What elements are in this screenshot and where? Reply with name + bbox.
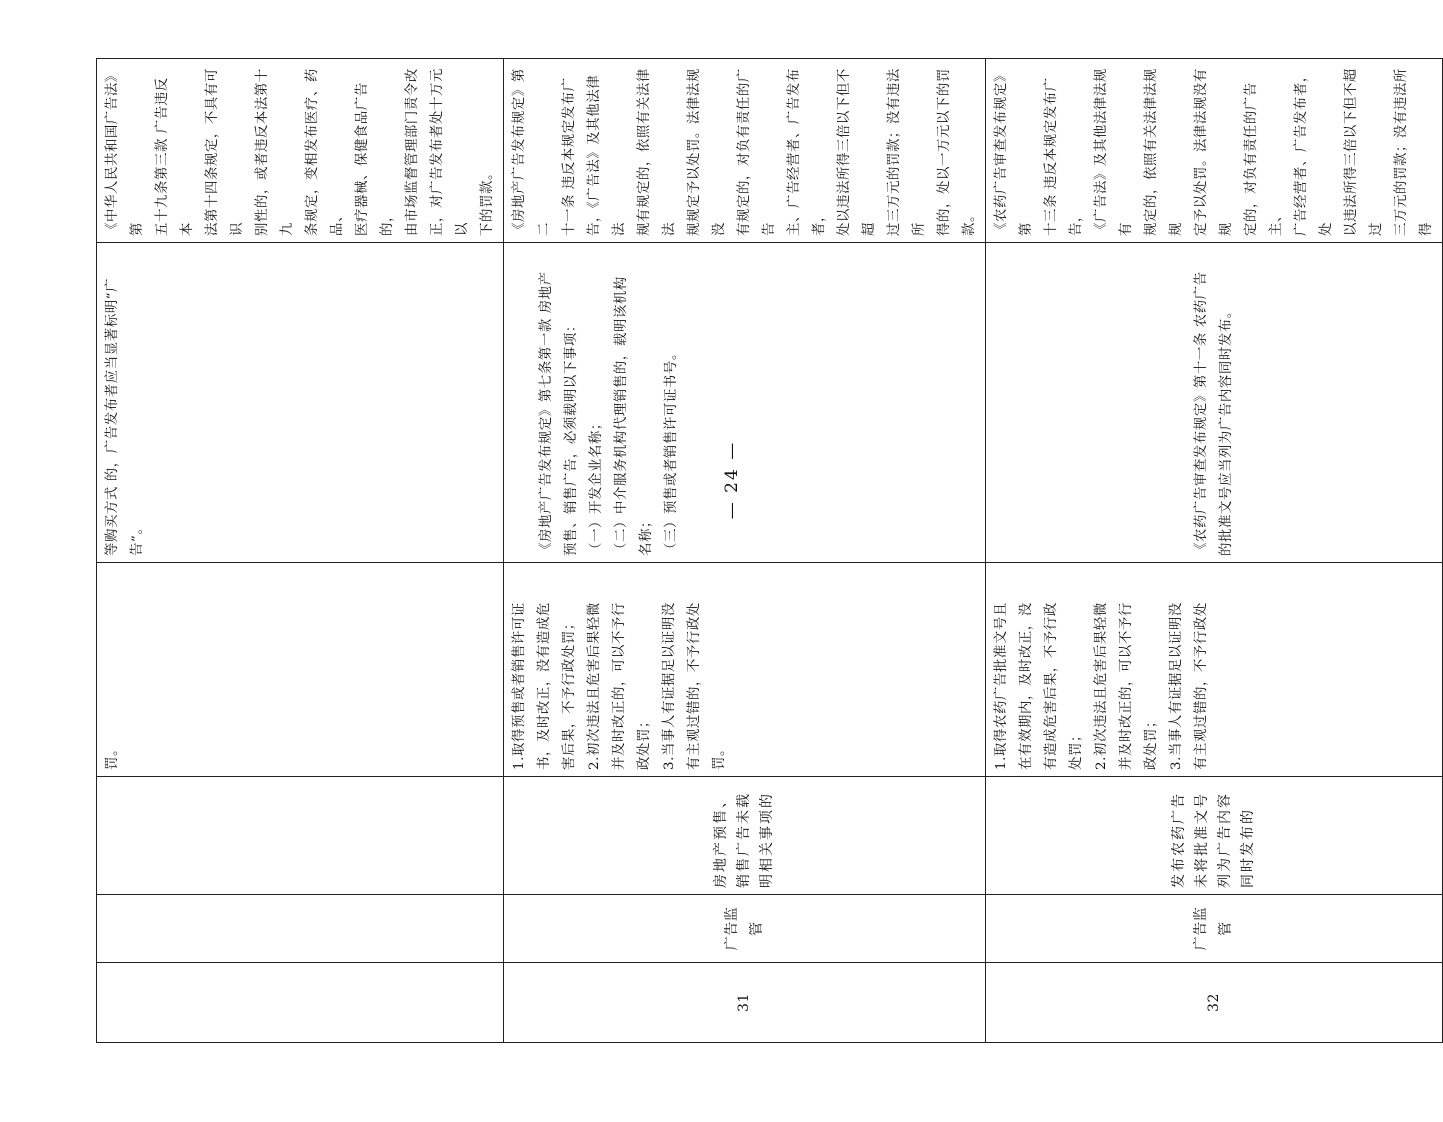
text-line: 十一条 违反本规定发布广 <box>562 77 577 236</box>
table-row <box>97 59 504 1043</box>
text-line: 主、广告经营者、广告发布者， <box>787 68 827 236</box>
text-line: 罚。 <box>105 742 120 770</box>
violation-item-cell: 房地产预售、销售广告未载明相关事项的 <box>504 777 986 895</box>
row-number: 31 <box>504 963 986 1043</box>
exemption-conditions-cell <box>986 563 1443 777</box>
category-cell: 广告监管 <box>986 895 1443 963</box>
text-line: 正，对广告发布者处十万元以 <box>430 68 470 236</box>
category-cell <box>97 895 504 963</box>
violation-item-cell <box>97 777 504 895</box>
text-line: （一）开发企业名称； <box>589 416 604 556</box>
table-row <box>504 59 986 1043</box>
text-line: 处罚； <box>1069 728 1084 770</box>
text-line: 2.初次违法且危害后果轻微 <box>1094 602 1109 770</box>
row-number <box>97 963 504 1043</box>
text-line: 规规定予以处罚。法律法规没 <box>687 68 727 236</box>
text-line: 罚。 <box>712 742 727 770</box>
text-line: 等购买方式 的，广告发布者应当显著标明“广 <box>105 277 120 556</box>
text-line: 告，《广告法》及其他法律法 <box>587 74 627 236</box>
text-line: 由市场监督管理部门责令改 <box>405 68 420 236</box>
text-line: 法第十四条规定，不具有可识 <box>205 68 245 236</box>
text-line: 并及时改正的，可以不予行 <box>612 602 627 770</box>
legal-basis-cell <box>504 243 986 563</box>
row-number: 32 <box>986 963 1443 1043</box>
text-line: 医疗器械、保健食品广告的， <box>355 82 395 236</box>
text-line: 1.取得预售或者销售许可证 <box>512 602 527 770</box>
text-line: 《广告法》及其他法律法规有 <box>1094 68 1134 236</box>
text-line: 有主观过错的，不予行政处 <box>687 602 702 770</box>
text-line: 规定的，依照有关法律法规规 <box>1144 68 1184 236</box>
text-line: 五十九条第三款 广告违反本 <box>155 77 195 236</box>
text-line: 别性的，或者违反本法第十九 <box>255 68 295 236</box>
text-line: 广告经营者、广告发布者，处 <box>1294 68 1334 236</box>
text-line: 害后果，不予行政处罚； <box>562 616 577 770</box>
text-line: 规有规定的，依照有关法律法 <box>637 68 677 236</box>
text-line: 得的，处以一万元以下的罚款。 <box>937 68 977 236</box>
text-line: 预售、销售广告，必须载明以下事项： <box>564 318 579 556</box>
exemption-conditions-cell <box>504 563 986 777</box>
text-line: 1.取得农药广告批准文号且 <box>994 602 1009 770</box>
text-line: 政处罚； <box>1144 714 1159 770</box>
violation-item-cell: 发布农药广告未将批准文号列为广告内容同时发布的 <box>986 777 1443 895</box>
text-line: 下的罚款。 <box>480 166 495 236</box>
text-line: 告”。 <box>130 520 145 556</box>
exemption-conditions-cell <box>97 563 504 777</box>
text-line: 3.当事人有证据足以证明没 <box>1169 602 1184 770</box>
text-line: 《农药广告审查发布规定》第 <box>994 68 1034 236</box>
text-line: 3.当事人有证据足以证明没 <box>662 602 677 770</box>
penalty-basis-cell <box>986 59 1443 243</box>
text-line: 《房地产广告发布规定》第七条第一款 房地产 <box>539 271 554 556</box>
text-line: 条规定，变相发布医疗、药品、 <box>305 68 345 236</box>
text-line: 十三条 违反本规定发布广告， <box>1044 77 1084 236</box>
text-line: 有主观过错的，不予行政处 <box>1194 602 1209 770</box>
text-line: 2.初次违法且危害后果轻微 <box>587 602 602 770</box>
text-line: 处以违法所得三倍以下但不超 <box>837 68 877 236</box>
text-line: （三）预售或者销售许可证书号。 <box>664 346 679 556</box>
table-row <box>986 59 1443 1043</box>
text-line: 书，及时改正，没有造成危 <box>537 602 552 770</box>
text-line: 有规定的，对负有责任的广告 <box>737 68 777 236</box>
penalty-basis-cell <box>504 59 986 243</box>
text-line: 的批准文号应当列为广告内容同时发布。 <box>1219 304 1234 556</box>
legal-basis-cell <box>97 243 504 563</box>
text-line: 《中华人民共和国广告法》第 <box>105 68 145 236</box>
text-line: 《农药广告审查发布规定》第十一条 农药广告 <box>1194 271 1209 556</box>
text-line: 在有效期内，及时改正，没 <box>1019 602 1034 770</box>
category-cell: 广告监管 <box>504 895 986 963</box>
text-line: 定的，对负有责任的广告主、 <box>1244 82 1284 236</box>
penalty-basis-cell <box>97 59 504 243</box>
text-line: 三万元的罚款；没有违法所得 <box>1394 68 1434 236</box>
text-line: 定予以处罚。法律法规没有规 <box>1194 68 1234 236</box>
page-number: — 24 — <box>722 440 742 520</box>
text-line: 过三万元的罚款；没有违法所 <box>887 68 927 236</box>
text-line: 名称； <box>639 514 654 556</box>
text-line: 有造成危害后果，不予行政 <box>1044 602 1059 770</box>
text-line: 《房地产广告发布规定》第二 <box>512 68 552 236</box>
text-line: 并及时改正的，可以不予行 <box>1119 602 1134 770</box>
text-line: 以违法所得三倍以下但不超过 <box>1344 68 1384 236</box>
penalty-discretion-table <box>96 58 1443 1043</box>
text-line: （二）中介服务机构代理销售的，载明该机构 <box>614 276 629 556</box>
text-line: 政处罚； <box>637 714 652 770</box>
legal-basis-cell <box>986 243 1443 563</box>
